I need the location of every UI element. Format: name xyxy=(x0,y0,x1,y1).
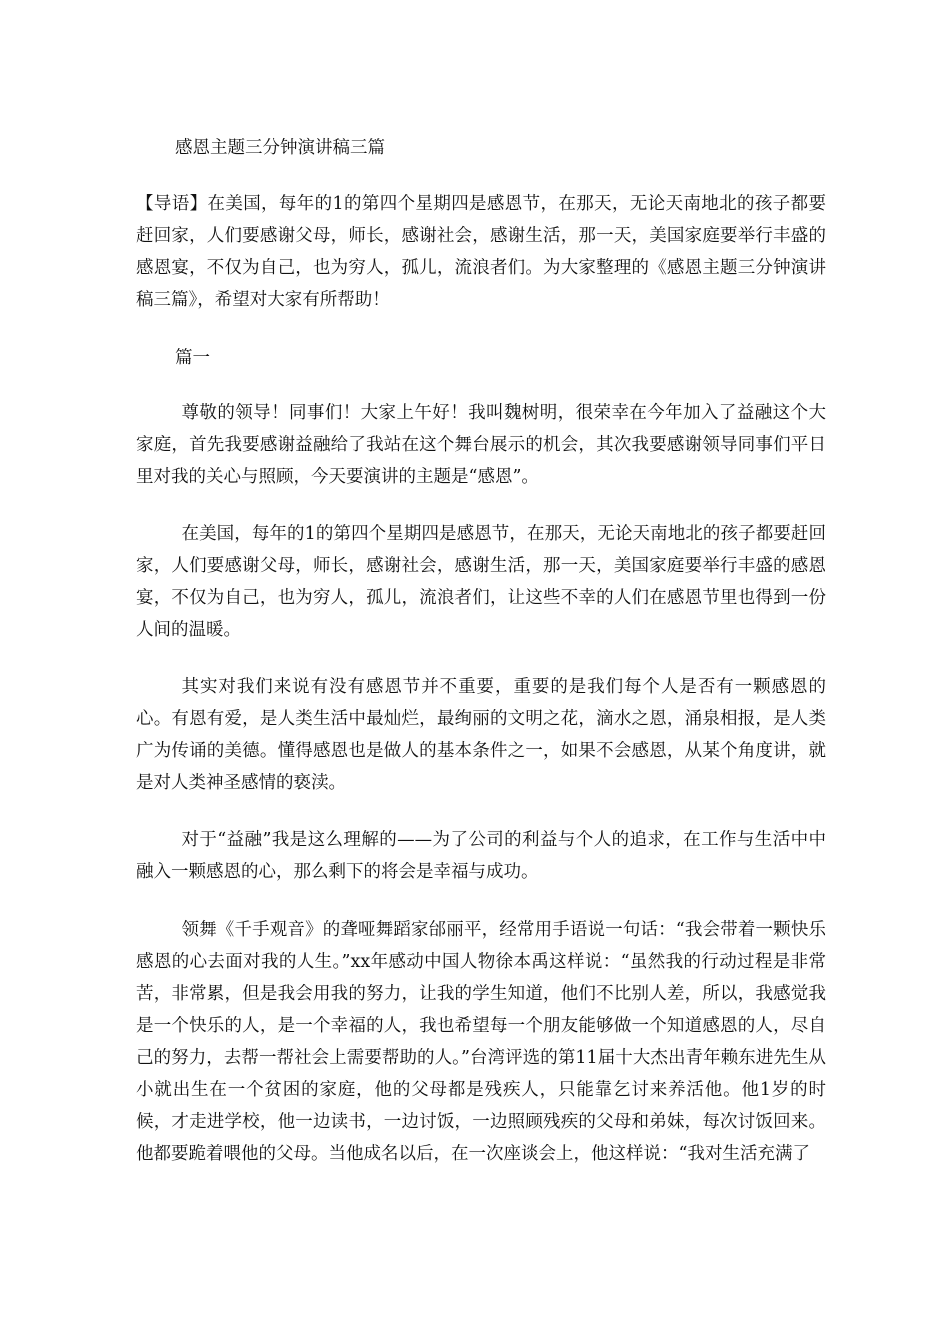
paragraph-4: 对于“益融”我是这么理解的——为了公司的利益与个人的追求，在工作与生活中中融入一颗感恩的心，那么剩下的将会是幸福与成功。 xyxy=(136,830,826,882)
paragraph-2: 在美国，每年的1的第四个星期四是感恩节，在那天，无论天南地北的孩子都要赶回家，人们要感谢父母，师长，感谢社会，感谢生活，那一天，美国家庭要举行丰盛的感恩宴，不仅为自己，也为穷人，孤儿，流浪者们，让这些不幸的人们在感恩节里也得到一份人间的温暖。 xyxy=(136,524,826,640)
paragraph-5: 领舞《千手观音》的聋哑舞蹈家邰丽平，经常用手语说一句话：“我会带着一颗快乐感恩的心去面对我的人生。”xx年感动中国人物徐本禹这样说：“虽然我的行动过程是非常苦，非常累，但是我会用我的努力，让我的学生知道，他们不比别人差，所以，我感觉我是一个快乐的人，是一个幸福的人，我也希望每一个朋友能够做一个知道感恩的人，尽自己的努力，去帮一帮社会上需要帮助的人。”台湾评选的第11届十大杰出青年赖东进先生从小就出生在一个贫困的家庭，他的父母都是残疾人，只能靠乞讨来养活他。他1岁的时候，才走进学校，他一边读书，一边讨饭，一边照顾残疾的父母和弟妹，每次讨饭回来。他都要跪着喂他的父母。当他成名以后，在一次座谈会上，他这样说：“我对生活充满了 xyxy=(136,920,826,1164)
paragraph-1: 尊敬的领导！同事们！大家上午好！我叫魏树明，很荣幸在今年加入了益融这个大家庭，首先我要感谢益融给了我站在这个舞台展示的机会，其次我要感谢领导同事们平日里对我的关心与照顾，今天要演讲的主题是“感恩”。 xyxy=(136,403,826,487)
paragraph-3: 其实对我们来说有没有感恩节并不重要，重要的是我们每个人是否有一颗感恩的心。有恩有爱，是人类生活中最灿烂，最绚丽的文明之花，滴水之恩，涌泉相报，是人类广为传诵的美德。懂得感恩也是做人的基本条件之一，如果不会感恩，从某个角度讲，就是对人类神圣感情的亵渎。 xyxy=(136,677,826,793)
section-title: 篇一 xyxy=(175,348,210,368)
intro-paragraph: 【导语】在美国，每年的1的第四个星期四是感恩节，在那天，无论天南地北的孩子都要赶回家，人们要感谢父母，师长，感谢社会，感谢生活，那一天，美国家庭要举行丰盛的感恩宴，不仅为自己，也为穷人，孤儿，流浪者们。为大家整理的《感恩主题三分钟演讲稿三篇》，希望对大家有所帮助！ xyxy=(136,194,826,310)
document-title: 感恩主题三分钟演讲稿三篇 xyxy=(175,138,385,158)
